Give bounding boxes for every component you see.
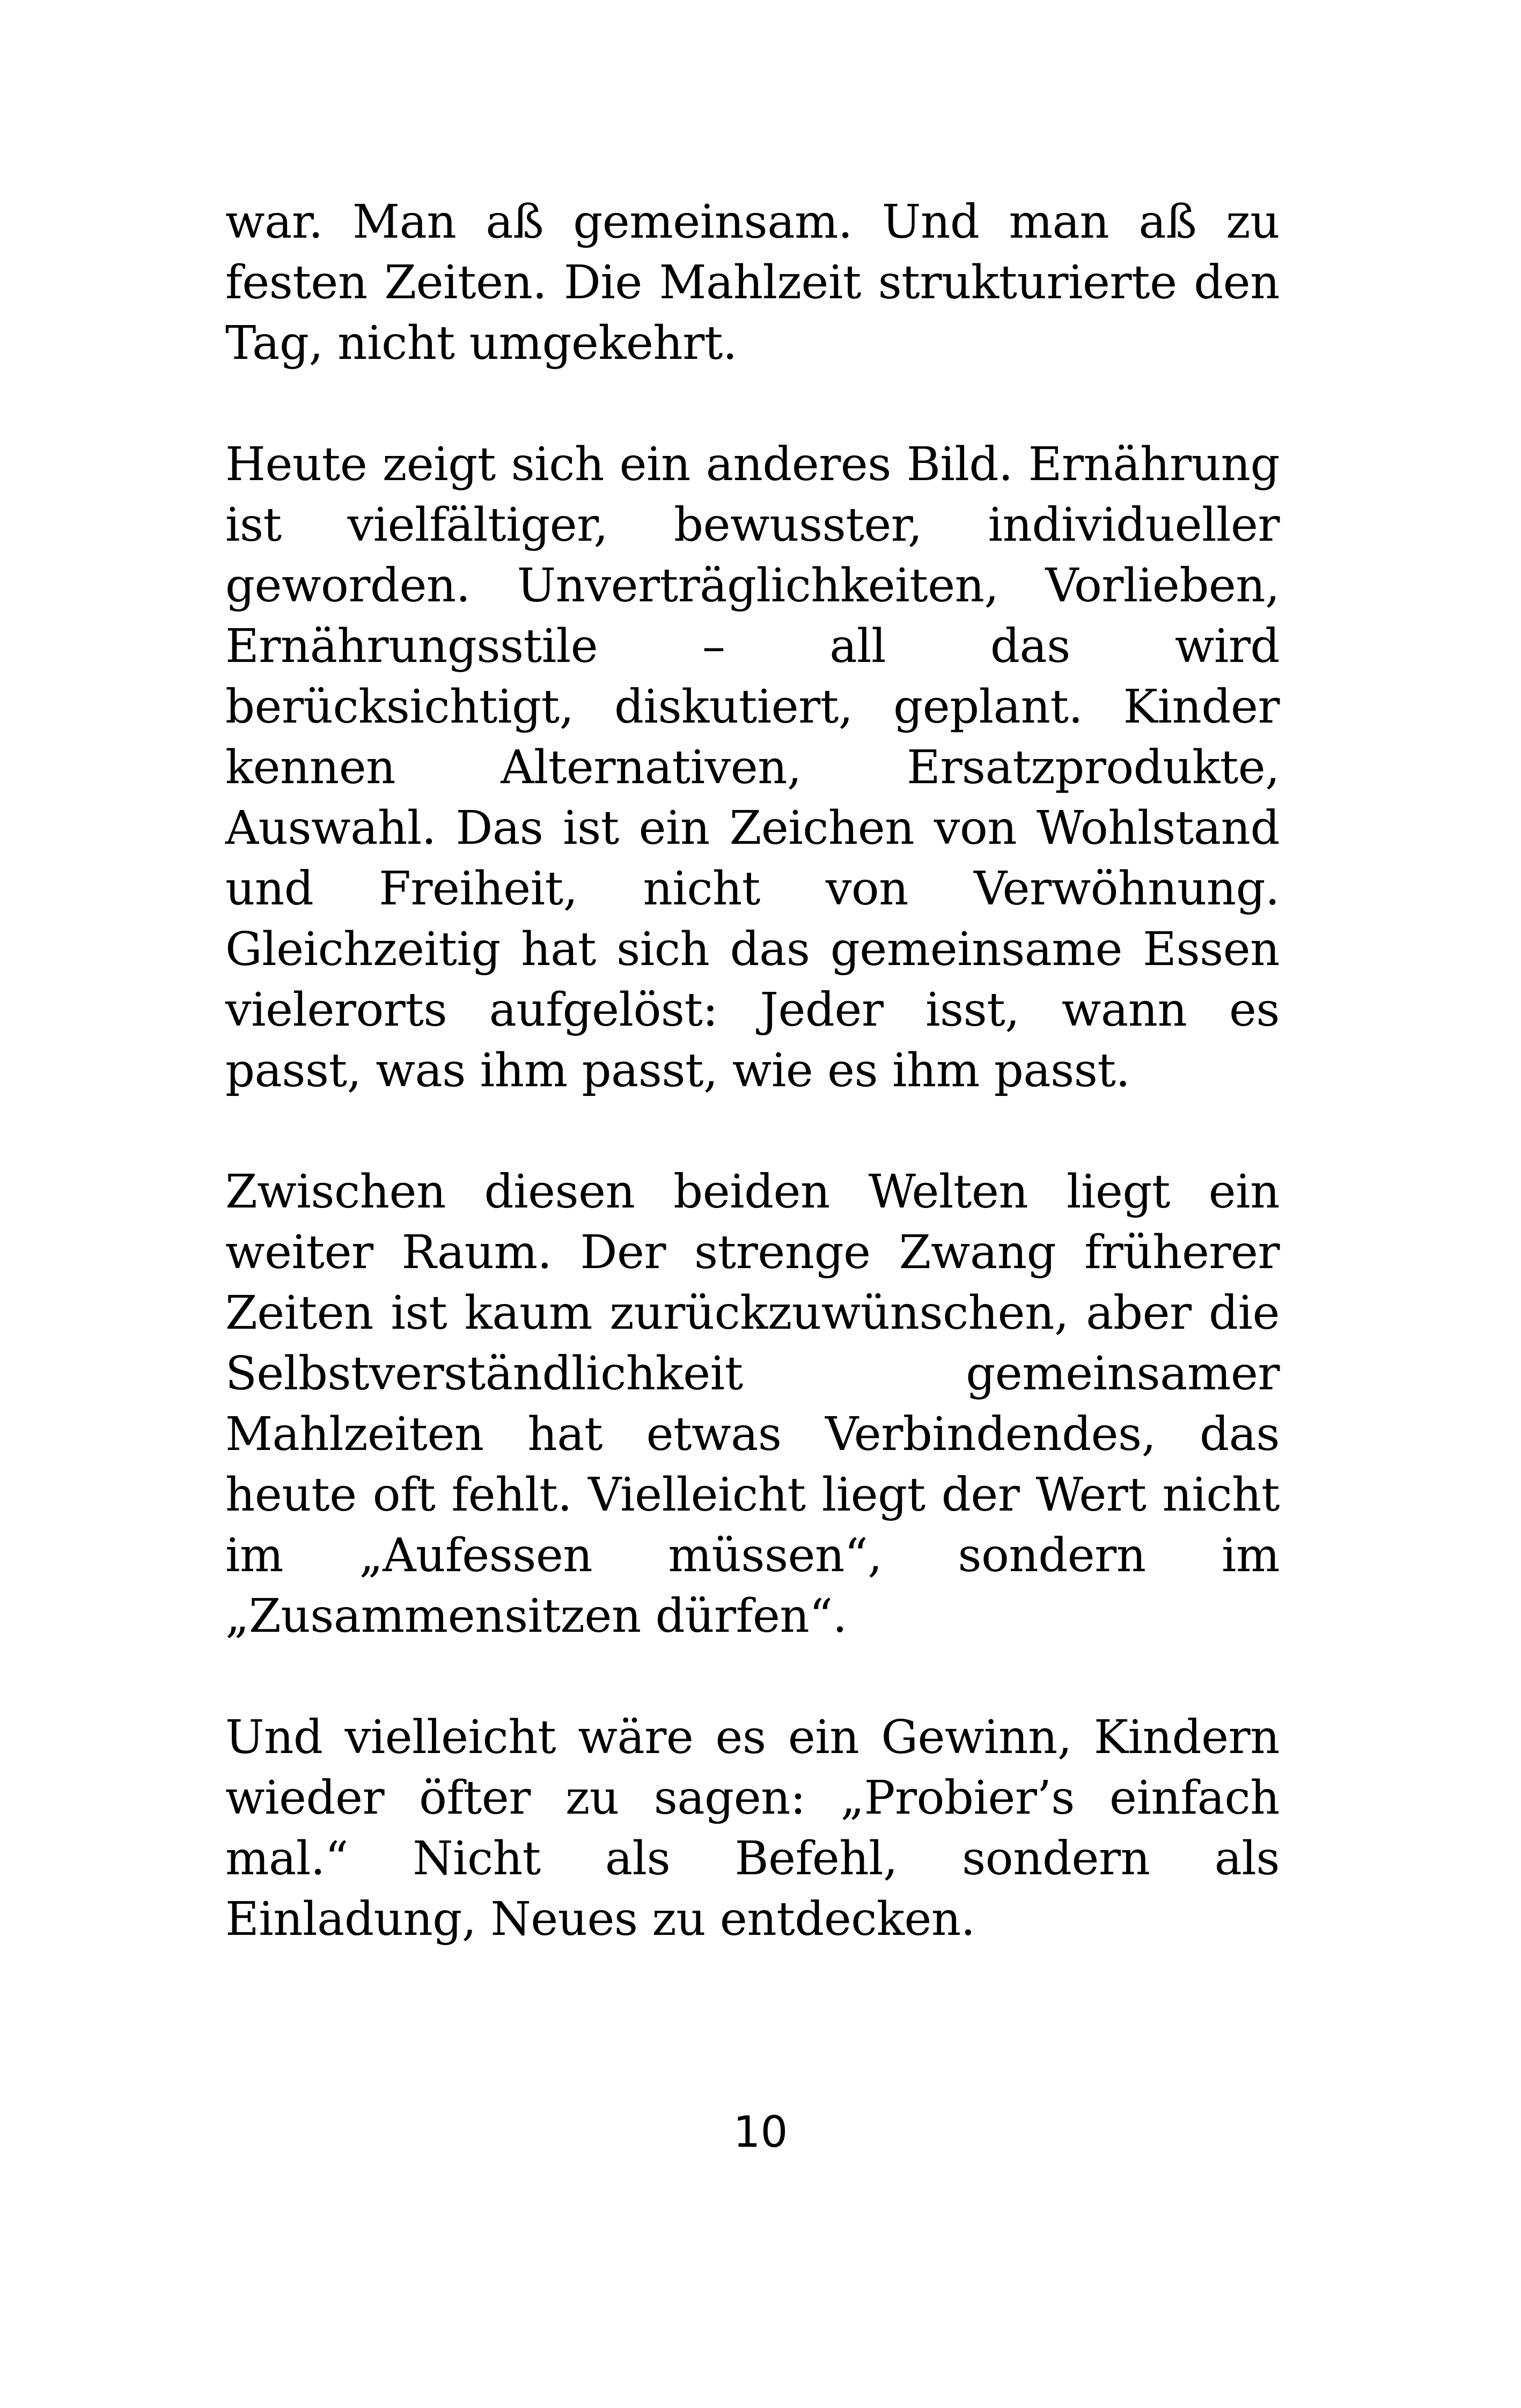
paragraph-2: Heute zeigt sich ein anderes Bild. Ernährung ist vielfältiger, bewusster, individueller geworden. Unverträglichkeiten, Vorlieben, Ernährungsstile – all das wird berücksichtigt, diskutiert, geplant. Kinder kennen Alternativen, Ersatzprodukte, Auswahl. Das ist ein Zeichen von Wohlstand und Freiheit, nicht von Verwöhnung. Gleichzeitig hat sich das gemeinsame Essen vielerorts aufgelöst: Jeder isst, wann es passt, was ihm passt, wie es ihm passt. <box>225 438 1280 1098</box>
paragraph-3: Zwischen diesen beiden Welten liegt ein weiter Raum. Der strenge Zwang früherer Zeiten ist kaum zurückzuwünschen, aber die Selbstverständlichkeit gemeinsamer Mahlzeiten hat etwas Verbindendes, das heute oft fehlt. Vielleicht liegt der Wert nicht im „Aufessen müssen“, sondern im „Zusammensitzen dürfen“. <box>225 1165 1280 1643</box>
paragraph-1: war. Man aß gemeinsam. Und man aß zu festen Zeiten. Die Mahlzeit strukturierte den Tag, nicht umgekehrt. <box>225 195 1280 370</box>
page-number: 10 <box>733 2107 788 2157</box>
body-text <box>225 192 1280 1950</box>
paragraph-4: Und vielleicht wäre es ein Gewinn, Kindern wieder öfter zu sagen: „Probier’s einfach mal.“ Nicht als Befehl, sondern als Einladung, Neues zu entdecken. <box>225 1711 1280 1946</box>
